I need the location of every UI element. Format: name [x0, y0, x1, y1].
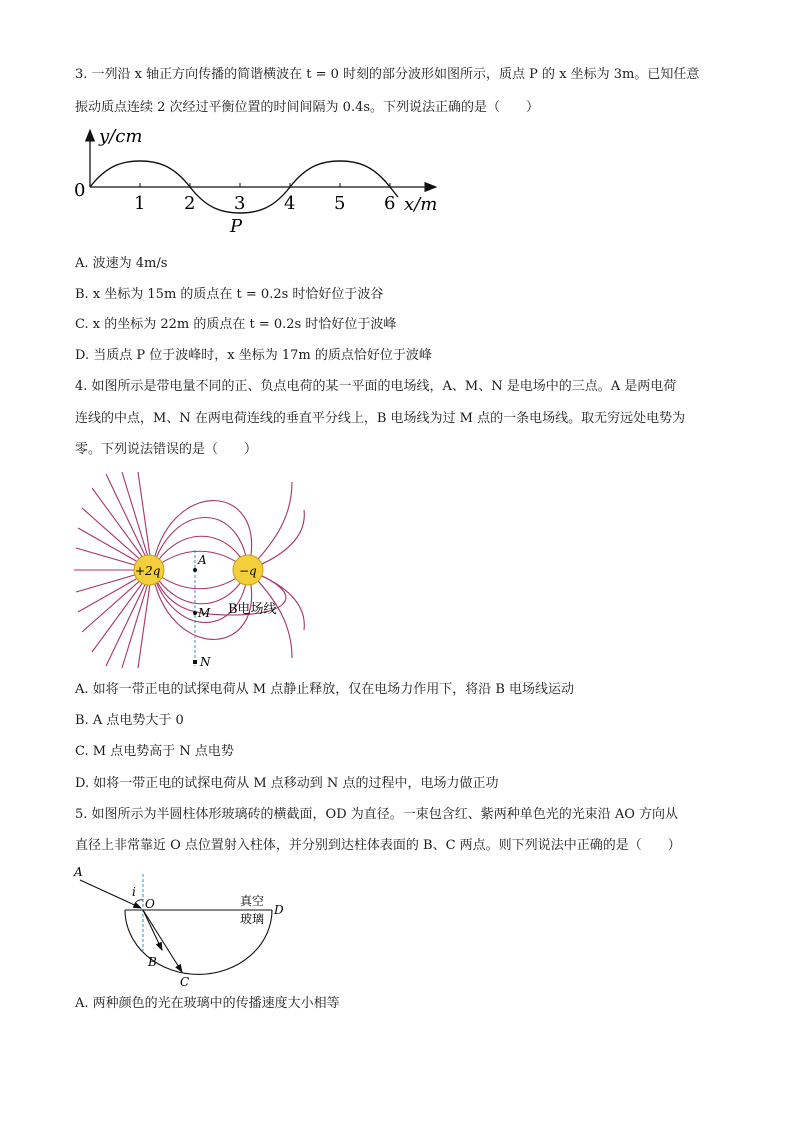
label-n: N	[200, 655, 211, 669]
positive-charge-label: +2q	[135, 564, 161, 578]
q3-wave-figure	[70, 124, 450, 238]
label-a: A	[198, 553, 207, 567]
label-i: i	[132, 885, 136, 899]
point-m	[193, 611, 197, 615]
label-vacuum: 真空	[240, 894, 265, 908]
q3-option-c: C. x 的坐标为 22m 的质点在 t = 0.2s 时恰好位于波峰	[75, 317, 397, 332]
tick-label-4: 4	[284, 193, 296, 214]
q3-stem-line1: 3. 一列沿 x 轴正方向传播的简谐横波在 t = 0 时刻的部分波形如图所示，质点 P 的 x 坐标为 3m。已知任意	[75, 67, 700, 82]
point-p-label: P	[230, 216, 243, 237]
field-line-b-label: B电场线	[228, 602, 277, 617]
q4-option-c: C. M 点电势高于 N 点电势	[75, 744, 234, 759]
label-a: A	[74, 865, 83, 879]
q4-stem-line3: 零。下列说法错误的是（ ）	[75, 442, 258, 457]
tick-label-2: 2	[184, 193, 196, 214]
label-glass: 玻璃	[240, 912, 265, 926]
q4-field-figure	[72, 470, 322, 670]
q4-stem-line1: 4. 如图所示是带电量不同的正、负点电荷的某一平面的电场线，A、M、N 是电场中的三点。A 是两电荷	[75, 379, 677, 394]
point-n	[193, 660, 197, 664]
tick-label-6: 6	[384, 193, 396, 214]
q4-option-a: A. 如将一带正电的试探电荷从 M 点静止释放，仅在电场力作用下，将沿 B 电场线运动	[75, 682, 575, 697]
q5-stem-line1: 5. 如图所示为半圆柱体形玻璃砖的横截面，OD 为直径。一束包含红、紫两种单色光的光束沿 AO 方向从	[75, 807, 679, 822]
negative-charge-label: −q	[239, 564, 257, 578]
tick-label-3: 3	[234, 193, 246, 214]
q5-option-a: A. 两种颜色的光在玻璃中的传播速度大小相等	[75, 996, 340, 1011]
angle-arc	[136, 900, 143, 902]
q4-option-d: D. 如将一带正电的试探电荷从 M 点移动到 N 点的过程中，电场力做正功	[75, 776, 499, 791]
q3-stem-line2: 振动质点连续 2 次经过平衡位置的时间间隔为 0.4s。下列说法正确的是（ ）	[75, 100, 540, 115]
label-d: D	[274, 903, 284, 917]
q3-option-b: B. x 坐标为 15m 的质点在 t = 0.2s 时恰好位于波谷	[75, 287, 384, 302]
point-a	[193, 568, 197, 572]
ray-to-b	[143, 910, 162, 950]
y-axis-label: y/cm	[99, 126, 143, 147]
tick-label-1: 1	[134, 193, 146, 214]
label-b: B	[148, 955, 157, 969]
label-c: C	[180, 975, 190, 989]
label-m: M	[198, 606, 211, 620]
x-axis-label: x/m	[404, 194, 438, 215]
origin-label: 0	[74, 180, 86, 201]
tick-label-5: 5	[334, 193, 346, 214]
label-o: O	[145, 897, 155, 911]
q3-option-a: A. 波速为 4m/s	[75, 256, 168, 271]
q5-stem-line2: 直径上非常靠近 O 点位置射入柱体，并分别到达柱体表面的 B、C 两点。则下列说法中正确的是（ ）	[75, 838, 681, 853]
q4-stem-line2: 连线的中点，M、N 在两电荷连线的垂直平分线上，B 电场线为过 M 点的一条电场线。取无穷远处电势为	[75, 411, 686, 426]
q5-prism-figure	[70, 862, 300, 990]
field-lines	[152, 482, 304, 658]
q3-option-d: D. 当质点 P 位于波峰时，x 坐标为 17m 的质点恰好位于波峰	[75, 348, 432, 363]
q4-option-b: B. A 点电势大于 0	[75, 713, 184, 728]
